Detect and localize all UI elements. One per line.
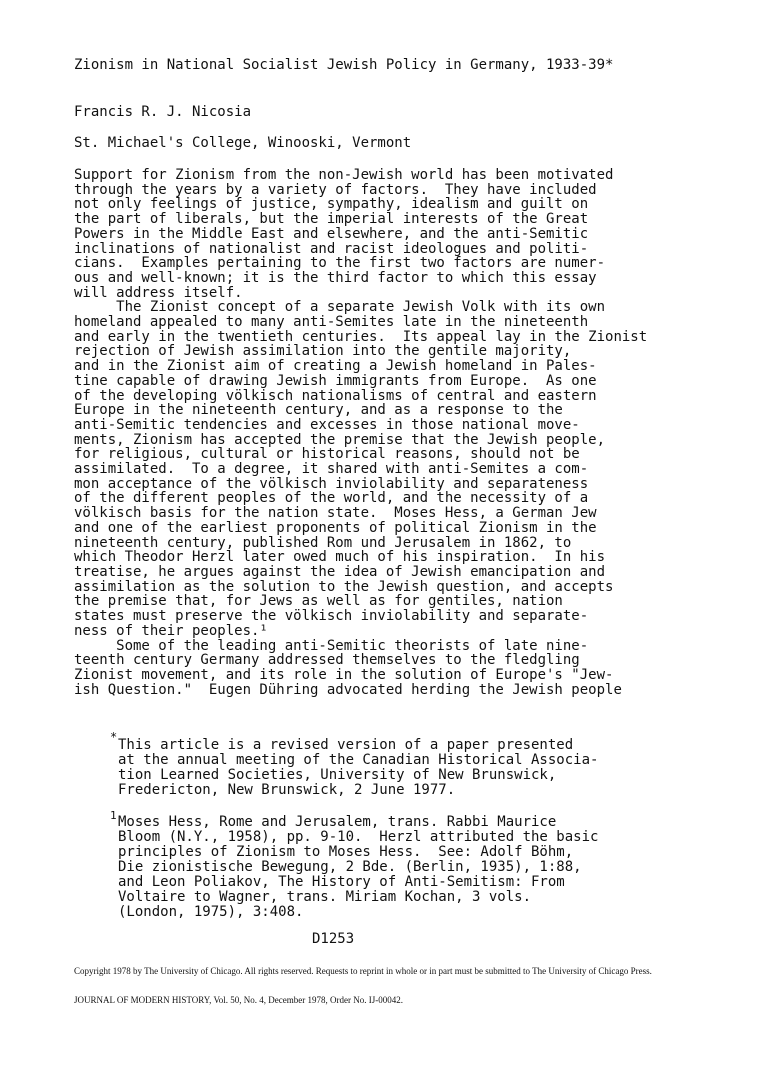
article-body: Support for Zionism from the non-Jewish world has been motivated through the years by a variety of factors. They have included not only feelings of justice, sympathy, idealism and guilt on the part of liberals, but the imperial interests of the Great Powers in the Middle East and elsewhere, and the anti-Semitic inclinations of nationalist and racist ideologues and politi- cians. Examples pertaining to the first two factors are numer- ous and well-known; it is the third factor to which this essay will address itself. The Zionist concept of a separate Jewish Volk with its own homeland appealed to many anti-Semites late in the nineteenth and early in the twentieth centuries. Its appeal lay in the Zionist rejection of Jewish assimilation into the gentile majority, and in the Zionist aim of creating a Jewish homeland in Pales- tine capable of drawing Jewish immigrants from Europe. As one of the developing völkisch nationalisms of central and eastern Europe in the nineteenth century, and as a response to the anti-Semitic tendencies and excesses in those national move- ments, Zionism has accepted the premise that the Jewish people, for religious, cultural or historical reasons, should not be assimilated. To a degree, it shared with anti-Semites a com- mon acceptance of the völkisch inviolability and separateness of the different peoples of the world, and the necessity of a völkisch basis for the nation state. Moses Hess, a German Jew and one of the earliest proponents of political Zionism in the nineteenth century, published Rom und Jerusalem in 1862, to which Theodor Herzl later owed much of his inspiration. In his treatise, he argues against the idea of Jewish emancipation and assimilation as the solution to the Jewish question, and accepts the premise that, for Jews as well as for gentiles, nation states must preserve the völkisch inviolability and separate- ness of their peoples.¹ Some of the leading anti-Semitic theorists of late nine- teenth century Germany addressed themselves to the fledgling Zionist movement, and its role in the solution of Europe's "Jew- ish Question." Eugen Dühring advocated herding the Jewish people bbox=[74, 167, 648, 698]
author-name: Francis R. J. Nicosia bbox=[74, 104, 252, 120]
footnote-1: Moses Hess, Rome and Jerusalem, trans. Rabbi Maurice Bloom (N.Y., 1958), pp. 9-10. Herzl attributed the basic principles of Zionism to Moses Hess. See: Adolf Böhm, Die zionistische Bewegung, 2 Bde. (Berlin, 1935), 1:88, and Leon Poliakov, The History of Anti-Semitism: From Voltaire to Wagner, trans. Miriam Kochan, 3 vols. (London, 1975), 3:408. bbox=[118, 814, 599, 920]
journal-citation: JOURNAL OF MODERN HISTORY, Vol. 50, No. 4, December 1978, Order No. IJ-00042. bbox=[74, 995, 403, 1005]
footnote-star-marker: * bbox=[110, 730, 118, 744]
article-title: Zionism in National Socialist Jewish Policy in Germany, 1933-39* bbox=[74, 57, 614, 73]
footnote-star: This article is a revised version of a paper presented at the annual meeting of the Canadian Historical Associa- tion Learned Societies, University of New Brunswick, Fredericton, New Brunswick, 2 June 1977. bbox=[118, 737, 599, 798]
copyright-notice: Copyright 1978 by The University of Chicago. All rights reserved. Requests to reprint in whole or in part must be submitted to The University of Chicago Press. bbox=[74, 966, 652, 976]
page-number: D1253 bbox=[312, 931, 355, 947]
footnote-1-marker: 1 bbox=[110, 809, 117, 822]
author-affiliation: St. Michael's College, Winooski, Vermont bbox=[74, 135, 412, 151]
